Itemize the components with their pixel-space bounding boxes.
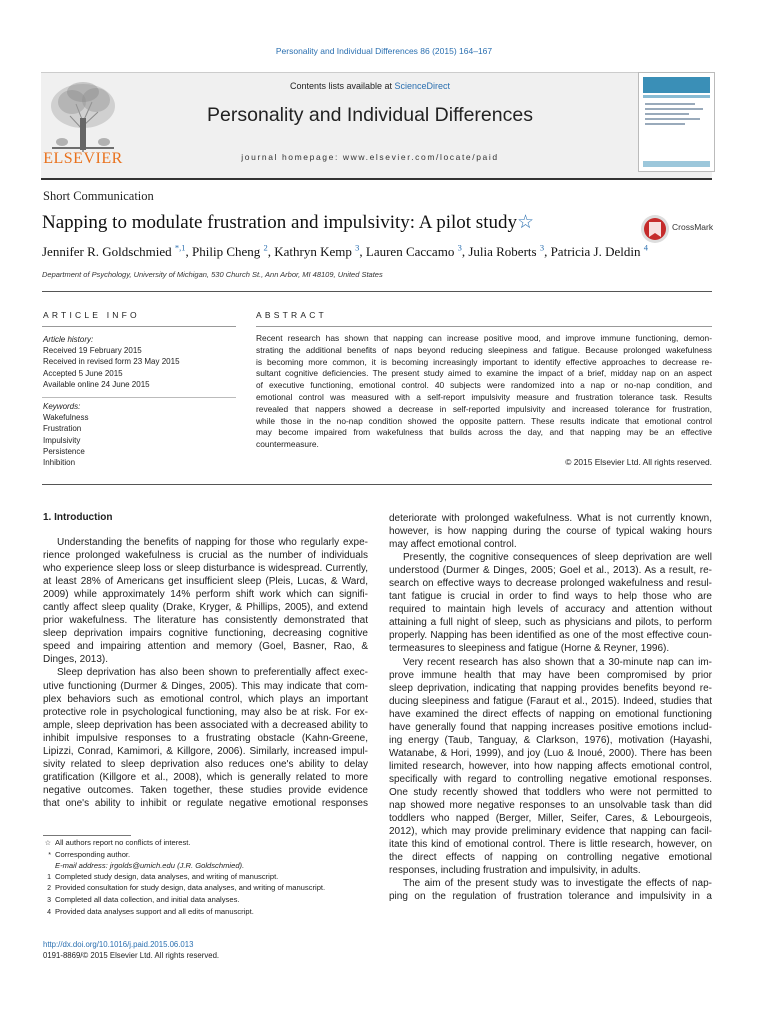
footnote-mark: 1 bbox=[47, 873, 51, 881]
history-item: Available online 24 June 2015 bbox=[43, 379, 150, 389]
body-text-line: gratification (Killgore et al., 2008), which is generally related to more bbox=[43, 771, 368, 783]
body-text-line: prior wakefulness. The literature has consistently demonstrated that bbox=[43, 615, 368, 627]
author bbox=[42, 244, 192, 259]
body-text-line: properly. Napping has been identified as one of the most effective coun- bbox=[389, 630, 712, 642]
doi-link[interactable]: http://dx.doi.org/10.1016/j.paid.2015.06.013 bbox=[43, 940, 194, 949]
footnote bbox=[41, 872, 371, 884]
article-title-text: Napping to modulate frustration and impulsivity: A pilot study bbox=[42, 212, 517, 233]
body-text-line: 2009) while approximately 14% perform shift work which can signifi- bbox=[43, 589, 368, 601]
body-text-line: nap showed more negative responses to an unsolvable task than did bbox=[389, 800, 712, 812]
body-text-line: ing energy (Taub, Tanguay, & Clarkson, 1976), motivation (Hayashi, bbox=[389, 734, 712, 746]
body-text-line: Watanabe, & Hori, 1999), and joy (Luo & Inoué, 2000). There has been bbox=[389, 747, 712, 759]
author bbox=[366, 244, 468, 259]
abstract-line: of executive functioning, emotional control. 40 subjects were randomized into a nap or no-nap condition, and bbox=[256, 380, 712, 391]
body-text-line: prove immune health that may have been compromised by prior bbox=[389, 669, 712, 681]
body-text-line: ping on the regulation of frustration tolerance and impulsivity in a bbox=[389, 891, 712, 903]
body-text-line: search on effective ways to decrease prolonged wakefulness and resul- bbox=[389, 578, 712, 590]
keyword: Wakefulness bbox=[43, 413, 89, 423]
footnote-text: All authors report no conflicts of interest. bbox=[55, 838, 191, 847]
abstract-line: is becoming more common, it is becoming increasingly important to identify effective approaches to decrease re- bbox=[256, 356, 712, 367]
author-affiliation-ref[interactable]: 3 bbox=[539, 243, 545, 253]
divider bbox=[256, 326, 712, 327]
divider bbox=[42, 326, 236, 327]
footnote bbox=[41, 850, 371, 862]
body-text-line: however, is how napping during the course of typical waking hours bbox=[389, 526, 712, 538]
article-type: Short Communication bbox=[43, 189, 154, 203]
footnote-text: Provided consultation for study design, data analyses, and writing of manuscript. bbox=[55, 883, 326, 893]
footnote-text: Provided data analyses support and all edits of manuscript. bbox=[55, 906, 254, 916]
author bbox=[274, 244, 366, 259]
abstract-body bbox=[256, 333, 712, 451]
left-column-text bbox=[43, 536, 368, 810]
footnote-text: Completed study design, data analyses, and writing of manuscript. bbox=[55, 871, 279, 881]
body-text-line: termeasures to sleepiness and fatigue (Horne & Reyner, 1996). bbox=[389, 643, 670, 655]
body-text-line: negative outcomes. Taken together, these studies provide evidence bbox=[43, 784, 368, 796]
abstract-line: revealed that nappers showed a decrease in self-reported impulsivity and increased tolerance for frustration, bbox=[256, 403, 712, 414]
keywords-label: Keywords: bbox=[43, 402, 81, 411]
footnote-text: Completed all data collection, and initial data analyses. bbox=[55, 894, 240, 904]
author bbox=[192, 244, 274, 259]
author-affiliation: Department of Psychology, University of Michigan, 530 Church St., Ann Arbor, MI 48109, United States bbox=[42, 270, 383, 279]
author-name[interactable]: Philip Cheng bbox=[192, 244, 264, 260]
contents-line bbox=[230, 81, 510, 91]
crossmark-icon bbox=[640, 214, 670, 244]
author-separator: , bbox=[544, 244, 551, 260]
divider bbox=[42, 291, 712, 292]
body-text-line: Lipizzi, Conrad, Kamimori, & Killgore, 2006). Similarly, increased impul- bbox=[43, 745, 368, 757]
author-name[interactable]: Lauren Caccamo bbox=[365, 244, 458, 260]
abstract-copyright: © 2015 Elsevier Ltd. All rights reserved. bbox=[565, 457, 712, 467]
body-text-line: utive functioning (Durmer & Dinges, 2005). This may indicate that com- bbox=[43, 680, 368, 692]
history-item: Accepted 5 June 2015 bbox=[43, 368, 123, 378]
body-text-line: toddlers who napped (Berger, Miller, Seifer, Cares, & Lebourgeois, bbox=[389, 813, 712, 825]
crossmark-badge[interactable] bbox=[640, 214, 720, 244]
footnote bbox=[41, 838, 371, 850]
footnote-mark: 2 bbox=[47, 885, 51, 893]
doi-block bbox=[43, 940, 219, 961]
contents-prefix: Contents lists available at bbox=[289, 81, 395, 91]
body-text-line: ample, sleep deprivation has been associated with a decreased ability to bbox=[43, 719, 368, 731]
body-text-line: inhibit impulsive responses to a frustrating obstacle (Kahn-Greene, bbox=[43, 732, 368, 744]
body-text-line: Sleep deprivation has also been shown to preferentially affect exec- bbox=[57, 667, 368, 679]
body-text-line: may affect emotional control. bbox=[389, 539, 517, 551]
author-affiliation-ref[interactable]: 3 bbox=[355, 243, 360, 253]
body-text-line: required to maintain high levels of accuracy and attention without bbox=[389, 604, 712, 616]
body-text-line: responses, including frustration and impulsivity, in adults. bbox=[389, 865, 641, 877]
body-text-line: have generally found that napping increases positive emotions includ- bbox=[389, 721, 712, 733]
footnote bbox=[41, 907, 371, 919]
body-text-line: Presently, the cognitive consequences of sleep deprivation are well bbox=[403, 552, 712, 564]
body-text-line: Very recent research has also shown that a 30-minute nap can im- bbox=[403, 656, 712, 668]
body-text-line: who experience sleep loss or sleep disturbance is widespread. Currently, bbox=[43, 563, 368, 575]
author-affiliation-ref[interactable]: 4 bbox=[643, 243, 648, 253]
author-affiliation-ref[interactable]: 3 bbox=[457, 243, 462, 253]
footnotes bbox=[41, 838, 371, 918]
author-separator: , bbox=[359, 244, 366, 260]
body-text-line: protective role in psychological functioning, may also be at risk. For ex- bbox=[43, 706, 368, 718]
body-text-line: sleep deprivation, indicating that napping provides benefits beyond re- bbox=[389, 682, 712, 694]
journal-homepage[interactable]: journal homepage: www.elsevier.com/locate/paid bbox=[241, 152, 499, 162]
right-column-text bbox=[389, 512, 712, 903]
author-list bbox=[42, 243, 732, 260]
issn-copyright: 0191-8869/© 2015 Elsevier Ltd. All rights reserved. bbox=[43, 950, 220, 960]
body-text-line: understood (Durmer & Dinges, 2005; Goel et al., 2013). As a result, re- bbox=[389, 565, 712, 577]
body-text-line: the direct effects of napping on controlling negative emotional bbox=[389, 852, 712, 864]
abstract-line: emotional control was measured with a self-report impulsivity measure and frustration tolerance task. Results bbox=[256, 391, 712, 402]
abstract-line: may become impaired from wakefulness that builds across the day, and that napping may be an effective bbox=[256, 427, 712, 438]
footnote bbox=[41, 861, 371, 872]
author-name[interactable]: Jennifer R. Goldschmied bbox=[42, 244, 175, 260]
keywords bbox=[43, 401, 237, 468]
body-text-line: tant fatigue is crucial in order to find ways to help those who are bbox=[389, 591, 712, 603]
author-separator: , bbox=[185, 244, 192, 260]
abstract-line: countermeasure. bbox=[256, 439, 319, 450]
keyword: Impulsivity bbox=[43, 435, 81, 445]
body-text-line: that one's ability to inhibit or regulate negative emotional responses bbox=[43, 797, 368, 809]
abstract-line: while those in the no-nap condition showed the opposite pattern. These results indicate that emotional control bbox=[256, 415, 712, 426]
body-text-line: attaining a full night of sleep, such as physicians and pilots, to perform bbox=[389, 617, 712, 629]
abstract-heading: ABSTRACT bbox=[256, 310, 327, 320]
author-name[interactable]: Julia Roberts bbox=[468, 244, 540, 260]
history-item: Received 19 February 2015 bbox=[43, 346, 142, 356]
body-text-line: itate this kind of emotional control. There is little research, however, on bbox=[389, 839, 712, 851]
keyword: Frustration bbox=[43, 424, 82, 434]
crossmark-label: CrossMark bbox=[672, 222, 714, 232]
footnote bbox=[41, 895, 371, 907]
sciencedirect-link[interactable]: ScienceDirect bbox=[394, 81, 451, 91]
abstract-line: strating the additional benefits of naps beyond reducing sleepiness and fatigue. Because prolonged wakefulness bbox=[256, 344, 712, 355]
footnote bbox=[41, 883, 371, 895]
publisher-name: ELSEVIER bbox=[43, 150, 123, 167]
author-name[interactable]: Kathryn Kemp bbox=[274, 244, 356, 260]
footnote-mark: 3 bbox=[47, 896, 51, 904]
footnote-mark: ☆ bbox=[44, 840, 51, 847]
body-text-line: One study recently showed that toddlers who were not permitted to bbox=[389, 786, 712, 798]
author-separator: , bbox=[267, 244, 275, 260]
divider bbox=[42, 484, 712, 485]
body-text-line: have examined the direct effects of napping on emotional functioning bbox=[389, 708, 712, 720]
body-text-line: Understanding the benefits of napping for those who regularly expe- bbox=[57, 537, 368, 548]
banner-divider bbox=[41, 178, 712, 180]
body-text-line: deteriorate with prolonged wakefulness. What is not currently known, bbox=[389, 513, 712, 524]
body-text-line: sivity related to sleep deprivation also reduces one's ability to delay bbox=[43, 758, 368, 770]
title-footnote-star[interactable]: ☆ bbox=[516, 212, 535, 233]
history-label: Article history: bbox=[43, 335, 94, 344]
author-name[interactable]: Patricia J. Deldin bbox=[550, 244, 644, 260]
abstract-line: Recent research has shown that napping can increase positive mood, and improve immune functioning, demon- bbox=[256, 333, 712, 343]
footnote-text: Corresponding author. bbox=[55, 849, 131, 859]
body-text-line: plex behaviors such as emotional control, which plays an important bbox=[43, 693, 368, 705]
body-text-line: sleep deprivation impairs cognitive functioning, decreasing cognitive bbox=[43, 628, 368, 640]
body-text-line: cantly affect sleep quality (Drake, Kryger, & Phillips, 2005), and extend bbox=[43, 602, 368, 614]
body-text-line: Dinges, 2013). bbox=[43, 654, 109, 666]
article-title bbox=[42, 211, 534, 234]
body-text-line: limited research, however, into how napping affects emotional control, bbox=[389, 760, 712, 772]
author bbox=[468, 244, 550, 259]
elsevier-tree-logo bbox=[42, 78, 124, 158]
abstract-line: sultant cognitive deficiencies. The present study aimed to examine the impact of a brief, midday nap on an aspect bbox=[256, 368, 712, 379]
journal-citation[interactable]: Personality and Individual Differences 86 (2015) 164–167 bbox=[275, 46, 493, 56]
author-affiliation-ref[interactable]: 2 bbox=[263, 243, 268, 253]
article-info-heading: ARTICLE INFO bbox=[43, 310, 140, 320]
body-text-line: rience prolonged wakefulness is crucial as the number of individuals bbox=[43, 550, 368, 562]
footnote-mark: * bbox=[48, 851, 51, 859]
body-text-line: at least 28% of Americans get insufficient sleep (Pleis, Lucas, & Ward, bbox=[43, 576, 368, 588]
body-text-line: speed and impairing attention and memory (Goel, Basner, Rao, & bbox=[43, 641, 368, 653]
body-text-line: 2012), which may provide preliminary evidence that napping can facil- bbox=[389, 826, 712, 838]
author bbox=[551, 244, 648, 259]
divider bbox=[42, 397, 236, 398]
journal-title: Personality and Individual Differences bbox=[207, 104, 533, 126]
footnote-divider bbox=[43, 835, 131, 836]
history-item: Received in revised form 23 May 2015 bbox=[43, 357, 180, 367]
footnote-text[interactable]: E-mail address: jrgolds@umich.edu (J.R. Goldschmied). bbox=[55, 861, 245, 871]
keyword: Persistence bbox=[43, 446, 85, 456]
keyword: Inhibition bbox=[43, 458, 76, 468]
body-text-line: The aim of the present study was to investigate the effects of nap- bbox=[403, 878, 712, 890]
section-heading-introduction: 1. Introduction bbox=[43, 512, 113, 523]
footnote-mark: 4 bbox=[47, 908, 51, 916]
article-history bbox=[43, 334, 237, 390]
author-separator: , bbox=[461, 244, 469, 260]
journal-cover-thumbnail[interactable] bbox=[638, 72, 715, 172]
body-text-line: ducing sleepiness and fatigue (Faraut et al., 2015). Indeed, studies that bbox=[389, 695, 712, 707]
body-text-line: specifically with regard to controlling negative emotional responses. bbox=[389, 773, 712, 785]
author-affiliation-ref[interactable]: *,1 bbox=[174, 243, 186, 253]
